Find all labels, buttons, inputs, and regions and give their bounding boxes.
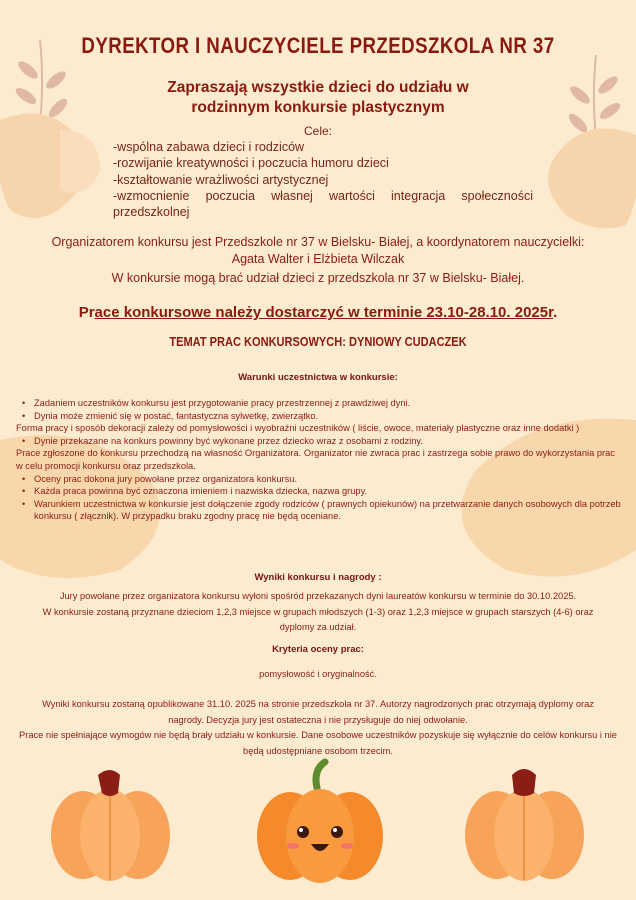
condition-item: • Dynia może zmienić się w postać, fantastyczna sylwetkę, zwierzątko. (16, 410, 622, 423)
deadline-suffix: . (553, 304, 558, 321)
conditions-heading: Warunki uczestnictwa w konkursie: (238, 372, 398, 383)
contest-theme: TEMAT PRAC KONKURSOWYCH: DYNIOWY CUDACZEK (169, 334, 467, 349)
results-heading: Wyniki konkursu i nagrody : (254, 572, 382, 583)
final-line-1: Wyniki konkursu zostaną opublikowane 31.10. 2025 na stronie przedszkola nr 37. Autorzy nagrodzonych prac otrzymają dyplomy oraz nagrody. Decyzja jury jest ostateczna i nie przysługuje do niej odwołanie. (42, 699, 594, 725)
results-line-1: Jury powołane przez organizatora konkursu wyłoni spośród przekazanych dyni laureatów konkursu w terminie do 30.10.2025. (59, 591, 577, 601)
deadline-prefix: Pr (78, 304, 95, 321)
smiling-pumpkin-icon (255, 758, 385, 888)
organizer-line-1: Organizatorem konkursu jest Przedszkole nr 37 w Bielsku- Białej, a koordynatorem nauczycielki: (51, 235, 585, 249)
organizer-line-2: Agata Walter i Elżbieta Wilczak (231, 251, 405, 266)
conditions-list (16, 397, 622, 523)
goals-list (113, 139, 533, 220)
condition-paragraph: Forma pracy i sposób dekoracji zależy od pomysłowości i wyobraźni uczestników ( liście, owoce, materiały plastyczne oraz inne dodatki ) (16, 423, 580, 434)
condition-item: • Dynie przekazane na konkurs powinny być wykonane przez dziecko wraz z osobami z rodziny. (16, 435, 622, 448)
autumn-leaves-right-icon (526, 45, 636, 235)
condition-paragraph: Prace zgłoszone do konkursu przechodzą na własność Organizatora. Organizator nie zwraca prac i zastrzega sobie prawo do wykorzystania prac w celu promocji konkursu oraz przedszkola. (16, 448, 615, 471)
organizer-info (0, 234, 636, 267)
goals-label: Cele: (303, 124, 332, 138)
condition-item: • Oceny prac dokona jury powołane przez organizatora konkursu. (16, 473, 622, 486)
subtitle-line-2: rodzinnym konkursie plastycznym (191, 99, 445, 116)
criteria-heading: Kryteria oceny prac: (272, 644, 364, 655)
pumpkin-left-icon (48, 765, 173, 885)
poster-title: DYREKTOR I NAUCZYCIELE PRZEDSZKOLA NR 37 (81, 33, 555, 58)
criteria-text: pomysłowość i oryginalność. (259, 669, 377, 679)
results-text (12, 589, 624, 636)
deadline (0, 304, 636, 321)
condition-item: • Każda praca powinna być oznaczona imieniem i nazwiska dziecka, nazwa grupy. (16, 485, 622, 498)
condition-item: • Zadaniem uczestników konkursu jest przygotowanie pracy przestrzennej z prawdziwej dyni. (16, 397, 622, 410)
subtitle-line-1: Zapraszają wszystkie dzieci do udziału w (167, 79, 469, 96)
deadline-dates: ace konkursowe należy dostarczyć w terminie 23.10-28.10. 2025r (94, 304, 554, 321)
condition-item: • Warunkiem uczestnictwa w konkursie jest dołączenie zgody rodziców ( prawnych opiekunów) na przetwarzanie danych osobowych dla potrzeb konkursu ( złącznik). W przypadku braku zgodny pracę nie będą oceniane. (16, 498, 622, 523)
participants-info: W konkursie mogą brać udział dzieci z przedszkola nr 37 w Bielsku- Białej. (111, 271, 525, 285)
goal-item: -wzmocnienie poczucia własnej wartości integracja społeczności przedszkolnej (113, 188, 533, 220)
final-notes (12, 697, 624, 759)
final-line-2: Prace nie spełniające wymogów nie będą brały udziału w konkursie. Dane osobowe uczestników pozyskuje się wyłącznie do celów konkursu i nie będą udostępniane osobom trzecim. (19, 730, 617, 756)
poster-subtitle (0, 78, 636, 118)
goal-item: -rozwijanie kreatywności i poczucia humoru dzieci (113, 156, 389, 171)
pumpkin-right-icon (462, 763, 587, 885)
goal-item: -wspólna zabawa dzieci i rodziców (113, 140, 305, 154)
goal-item: -kształtowanie wrażliwości artystycznej (113, 172, 329, 187)
results-line-2: W konkursie zostaną przyznane dzieciom 1,2,3 miejsce w grupach młodszych (1-3) oraz 1,2,3 miejsce w grupach starszych (4-6) oraz dyplomy za udział. (42, 606, 594, 632)
